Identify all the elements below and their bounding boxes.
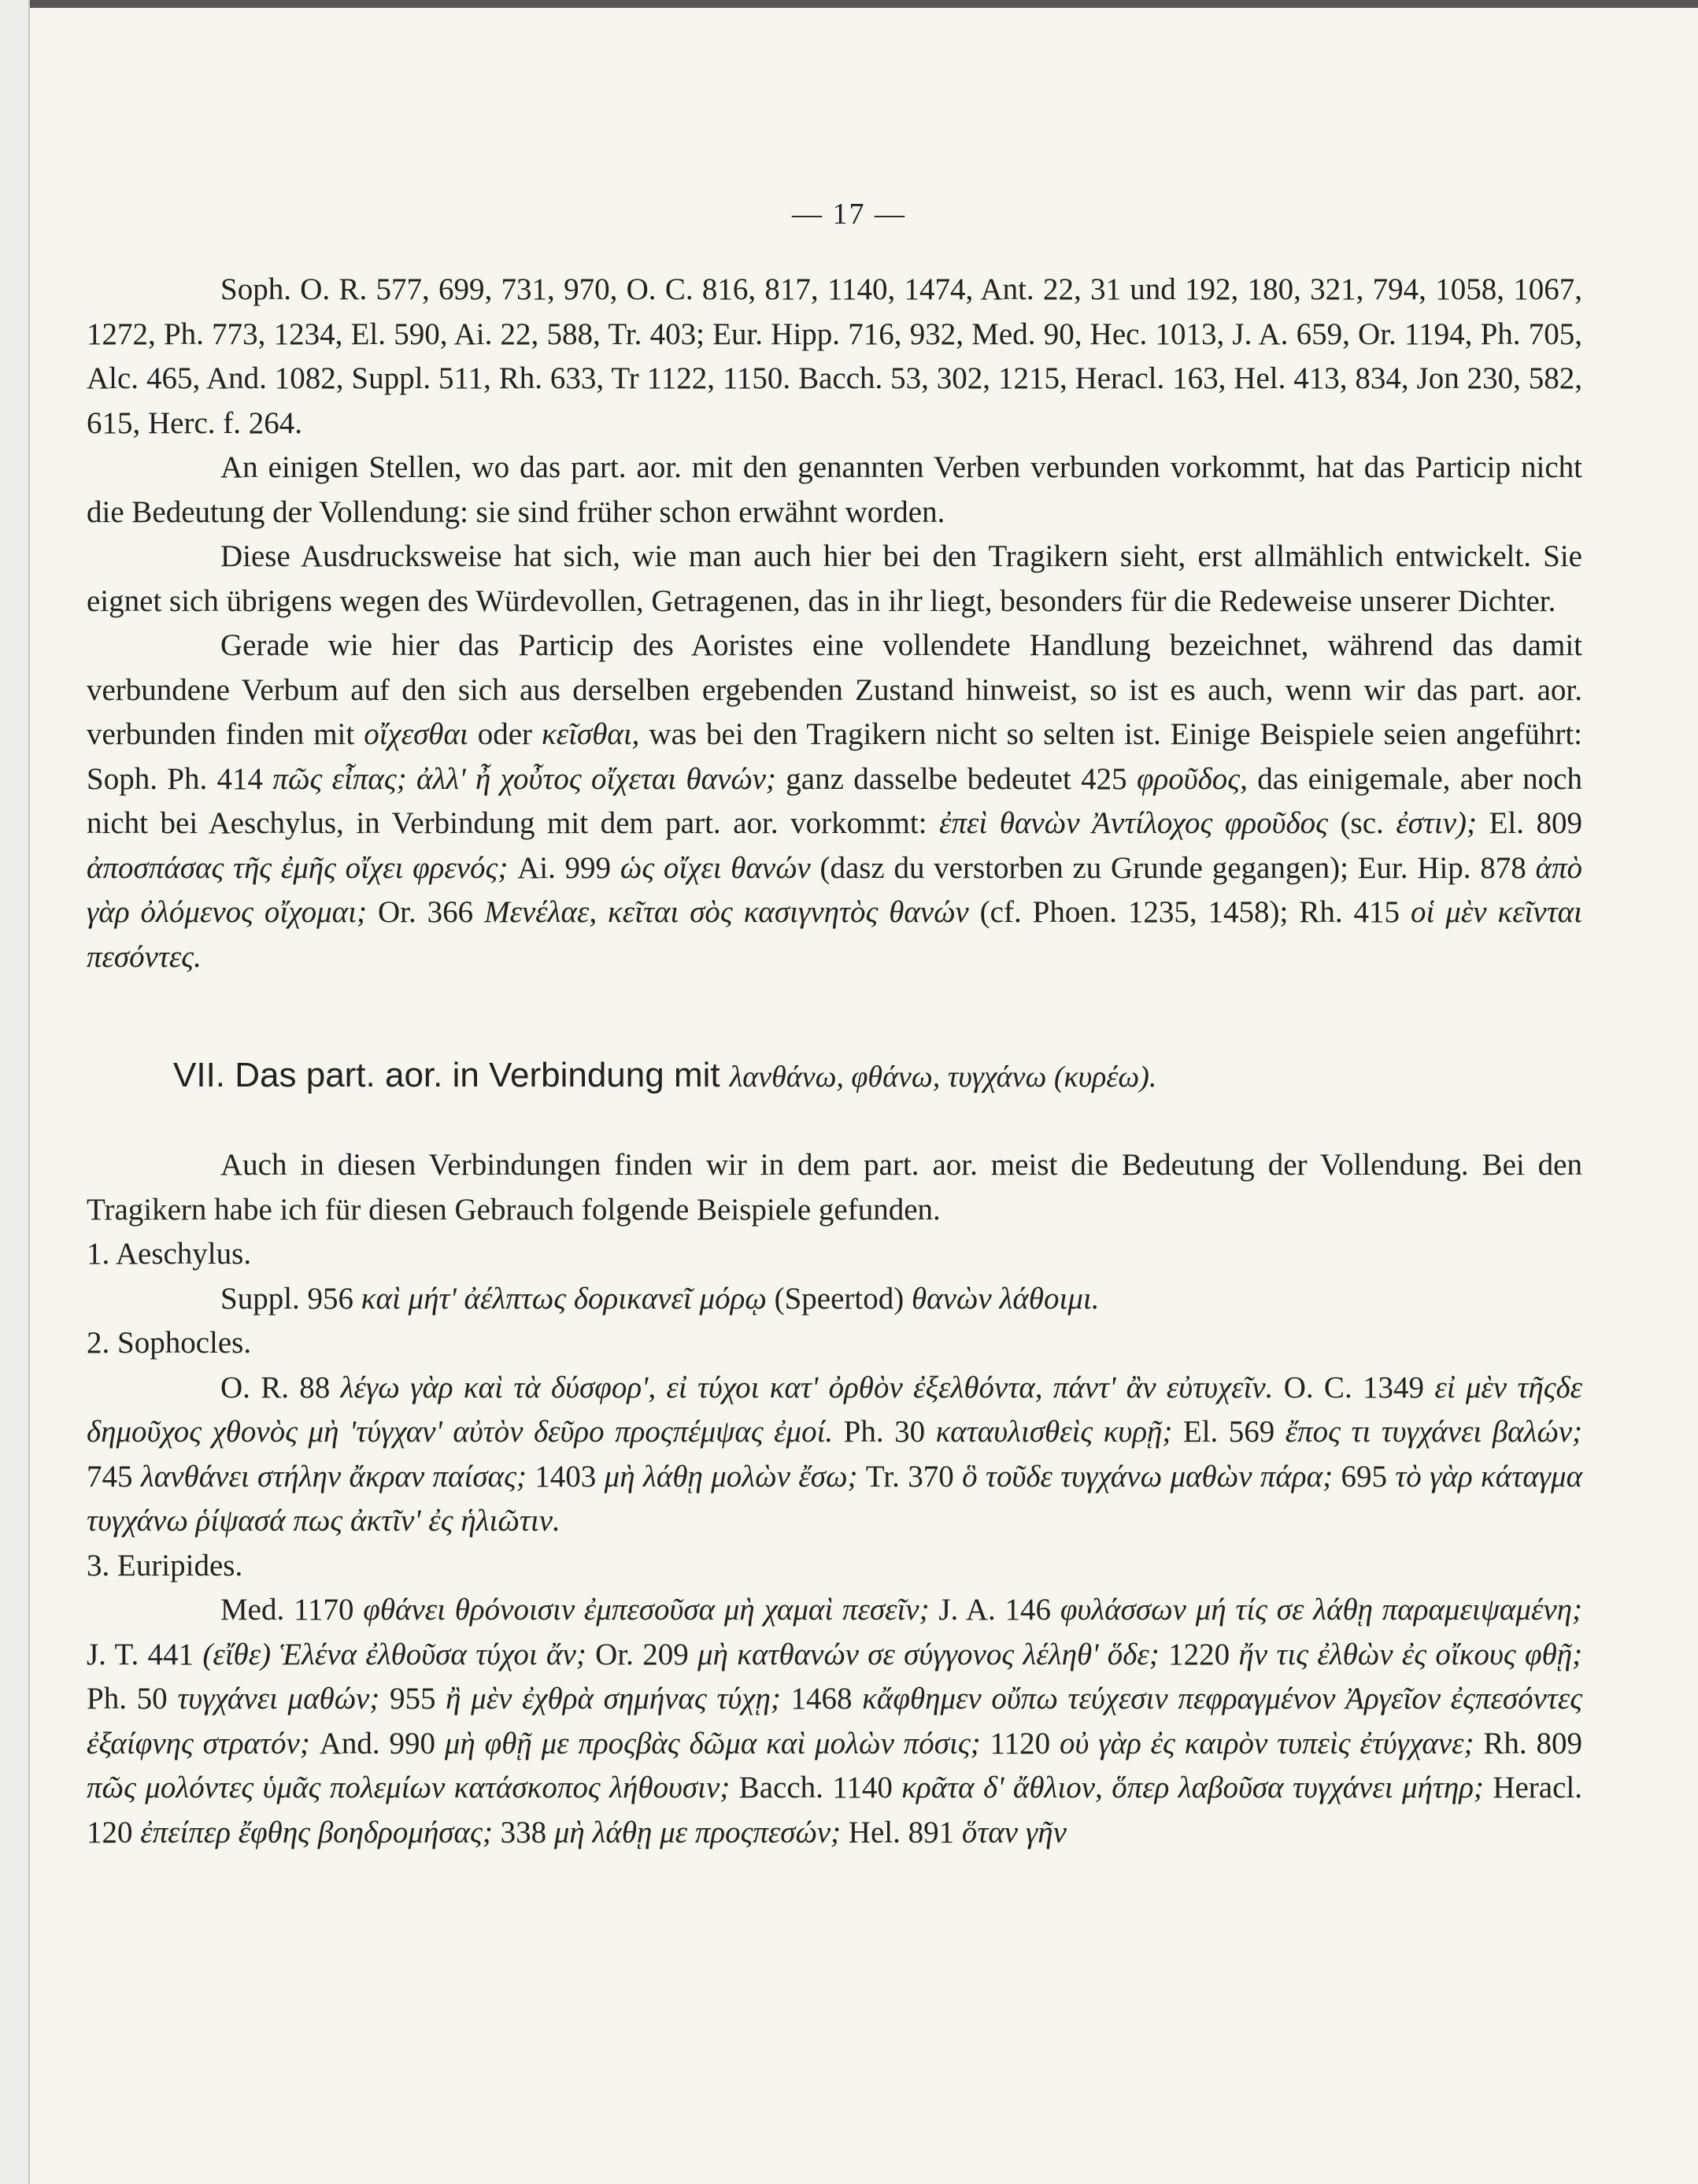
euripides-citations: Med. 1170 φθάνει θρόνοισιν ἐμπεσοῦσα μὴ χαμαὶ πεσεῖν; J. A. 146 φυλάσσων μή τίς σε λάθῃ παραμειψαμένη; J. T. 441 (εἴθε) Ἑλένα ἐλθοῦσα τύχοι ἄν; Or. 209 μὴ κατθανών σε σύγγονος λέληθ' ὅδε; 1220 ἤν τις ἐλθὼν ἐς οἴκους φθῇ; Ph. 50 τυγχάνει μαθών; 955 ἢ μὲν ἐχθρὰ σημήνας τύχῃ; 1468 κἄφθημεν οὔπω τεύχεσιν πεφραγμένον Ἀργεῖον ἐςπεσόντες ἐξαίφνης στρατόν; And. 990 μὴ φθῇ με προςβὰς δῶμα καὶ μολὼν πόσις; 1120 οὐ γὰρ ἐς καιρὸν τυπεὶς ἐτύγχανε; Rh. 809 πῶς μολόντες ὑμᾶς πολεμίων κατάσκοπος λήθουσιν; Bacch. 1140 κρᾶτα δ' ἄθλιον, ὅπερ λαβοῦσα τυγχάνει μήτηρ; Heracl. 120 ἐπείπερ ἔφθης βοηδρομήσας; 338 μὴ λάθῃ με προςπεσών; Hel. 891 ὅταν γῆν [87,1593,1583,1849]
aeschylus-heading: 1. Aeschylus. [87,1237,252,1271]
section-heading: VII. Das part. aor. in Verbindung mit λανθάνω, φθάνω, τυγχάνω (κυρέω). [173,1056,1157,1094]
paragraph-development: Diese Ausdrucksweise hat sich, wie man auch hier bei den Tragikern sieht, erst allmählich entwickelt. Sie eignet sich übrigens wegen des Würdevollen, Getragenen, das in ihr liegt, besonders für die Redeweise unserer Dichter. [87,539,1582,618]
paragraph-exceptions: An einigen Stellen, wo das part. aor. mit den genannten Verben verbunden vorkommt, hat das Particip nicht die Bedeutung der Vollendung: sie sind früher schon erwähnt worden. [87,450,1582,529]
scan-left-edge [0,0,30,2184]
sophocles-citations: O. R. 88 λέγω γὰρ καὶ τὰ δύσφορ', εἰ τύχοι κατ' ὀρθὸν ἐξελθόντα, πάντ' ἂν εὐτυχεῖν. O. C. 1349 εἰ μὲν τῆςδε δημοῦχος χθονὸς μὴ 'τύγχαν' αὐτὸν δεῦρο προςπέμψας ἐμοί. Ph. 30 καταυλισθεὶς κυρῇ; El. 569 ἔπος τι τυγχάνει βαλών; 745 λανθάνει στήλην ἄκραν παίσας; 1403 μὴ λάθῃ μολὼν ἔσω; Tr. 370 ὃ τοῦδε τυγχάνω μαθὼν πάρα; 695 τὸ γὰρ κάταγμα τυγχάνω ῥίψασά πως ἀκτῖν' ἐς ἡλιῶτιν. [87,1370,1583,1538]
euripides-heading: 3. Euripides. [87,1548,243,1582]
paragraph-oichesthai: Gerade wie hier das Particip des Aoristes eine vollendete Handlung bezeichnet, während das damit verbundene Verbum auf den sich aus derselben ergebenden Zustand hinweist, so ist es auch, wenn wir das part. aor. verbunden finden mit οἴχεσθαι oder κεῖσθαι, was bei den Tragikern nicht so selten ist. Einige Beispiele seien angeführt: Soph. Ph. 414 πῶς εἶπας; ἀλλ' ἦ χοὖτος οἴχεται θανών; ganz dasselbe bedeutet 425 φροῦδος, das einigemale, aber noch nicht bei Aeschylus, in Verbindung mit dem part. aor. vorkommt: ἐπεὶ θανὼν Ἀντίλοχος φροῦδος (sc. ἐστιν); El. 809 ἀποσπάσας τῆς ἐμῆς οἴχει φρενός; Ai. 999 ὡς οἴχει θανών (dasz du verstorben zu Grunde gegangen); Eur. Hip. 878 ἀπὸ γὰρ ὀλόμενος οἴχομαι; Or. 366 Μενέλαε, κεῖται σὸς κασιγνητὸς θανών (cf. Phoen. 1235, 1458); Rh. 415 οἱ μὲν κεῖνται πεσόντες. [87,628,1583,974]
paragraph-references: Soph. O. R. 577, 699, 731, 970, O. C. 816, 817, 1140, 1474, Ant. 22, 31 und 192, 180, 321, 794, 1058, 1067, 1272, Ph. 773, 1234, El. 590, Ai. 22, 588, Tr. 403; Eur. Hipp. 716, 932, Med. 90, Hec. 1013, J. A. 659, Or. 1194, Ph. 705, Alc. 465, And. 1082, Suppl. 511, Rh. 633, Tr 1122, 1150. Bacch. 53, 302, 1215, Heracl. 163, Hel. 413, 834, Jon 230, 582, 615, Herc. f. 264. [87,272,1582,440]
section-intro: Auch in diesen Verbindungen finden wir in dem part. aor. meist die Bedeutung der Vollendung. Bei den Tragikern habe ich für diesen Gebrauch folgende Beispiele gefunden. [87,1148,1582,1227]
page-body [87,268,1582,1855]
aeschylus-citation: Suppl. 956 καὶ μήτ' ἀέλπτως δορικανεῖ μόρῳ (Speertod) θανὼν λάθοιμι. [220,1281,1100,1316]
scan-top-edge [0,0,1698,8]
page-number: — 17 — [792,198,906,231]
sophocles-heading: 2. Sophocles. [87,1326,252,1360]
